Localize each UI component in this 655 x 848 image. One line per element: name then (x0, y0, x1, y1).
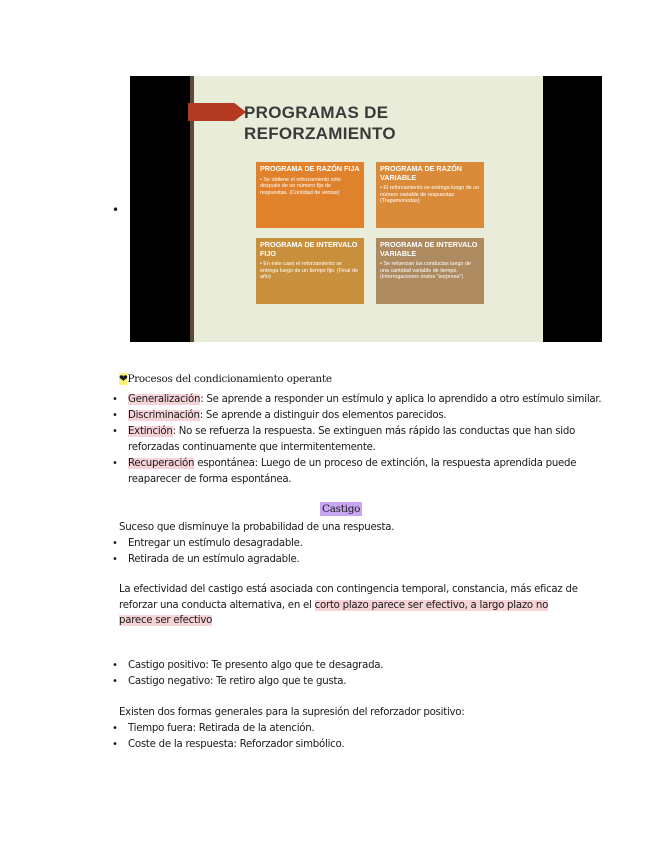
castigo-intro: Suceso que disminuye la probabilidad de una respuesta. (119, 522, 395, 533)
list-item (128, 457, 576, 471)
bullet: • (112, 723, 118, 734)
term: Extinción (128, 426, 173, 437)
bullet: • (112, 203, 120, 217)
bullet: • (112, 394, 118, 405)
list-item (128, 393, 601, 407)
paragraph-line (119, 599, 548, 613)
item-text: reforzadas continuamente que intermitentemente. (128, 442, 376, 453)
paragraph-text: reforzar una conducta alternativa, en el (119, 600, 315, 611)
paragraph-line: La efectividad del castigo está asociada con contingencia temporal, constancia, más eficaz de (119, 584, 578, 595)
heading-text: Procesos del condicionamiento operante (127, 373, 332, 385)
list-item: Retirada de un estímulo agradable. (128, 554, 300, 565)
box-title: PROGRAMA DE RAZÓN FIJA (260, 164, 360, 173)
list-item (128, 409, 446, 423)
item-text: : Se aprende a responder un estímulo y aplica lo aprendido a otro estímulo similar. (200, 394, 602, 405)
bullet: • (112, 426, 118, 437)
slide-box-intervalo-variable (376, 238, 484, 304)
bullet: • (112, 538, 118, 549)
list-item: Castigo positivo: Te presento algo que te desagrada. (128, 660, 384, 671)
list-item: Entregar un estímulo desagradable. (128, 538, 303, 549)
box-title: PROGRAMA DE INTERVALO FIJO (260, 240, 358, 258)
box-body: • En este caso el reforzamiento se entrega luego de un tiempo fijo. (Final de año) (260, 261, 358, 281)
list-item (128, 425, 575, 439)
slide-box-intervalo-fijo (256, 238, 364, 304)
section-heading-procesos (119, 372, 332, 386)
box-title: PROGRAMA DE INTERVALO VARIABLE (380, 240, 478, 258)
list-item-continued (128, 441, 376, 455)
list-item: Coste de la respuesta: Reforzador simbólico. (128, 739, 345, 750)
item-text: espontánea: Luego de un proceso de extinción, la respuesta aprendida puede (194, 458, 577, 469)
slide-image (130, 76, 602, 342)
supresion-intro: Existen dos formas generales para la supresión del reforzador positivo: (119, 707, 465, 718)
paragraph-line (119, 614, 212, 628)
box-body: • El reforzamiento se entrega luego de un número variable de respuestas (Tragamonedas) (380, 185, 480, 205)
list-item-continued (128, 473, 291, 487)
box-body: • Se refuerzan las conductas luego de una cantidad variable de tiempo. (Interrogaciones orales "sorpresa") (380, 261, 471, 281)
slide-box-razon-fija (256, 162, 364, 228)
term: Discriminación (128, 410, 200, 421)
slide-title-line2: REFORZAMIENTO (244, 124, 396, 143)
bullet: • (112, 458, 118, 469)
slide-title-line1: PROGRAMAS DE (244, 103, 389, 122)
item-text: : No se refuerza la respuesta. Se extinguen más rápido las conductas que han sido (172, 426, 576, 437)
list-item: Tiempo fuera: Retirada de la atención. (128, 723, 315, 734)
highlighted-text: corto plazo parece ser efectivo, a largo plazo no (314, 600, 549, 611)
bullet: • (112, 739, 118, 750)
slide-title (244, 102, 534, 144)
heart-icon: ❤ (119, 373, 128, 385)
slide-content (190, 76, 543, 342)
list-item: Castigo negativo: Te retiro algo que te gusta. (128, 676, 347, 687)
slide-box-razon-variable (376, 162, 484, 228)
bullet: • (112, 676, 118, 687)
bullet: • (112, 660, 118, 671)
bullet: • (112, 410, 118, 421)
box-body: • Se obtiene el reforzamiento sólo después de un número fijo de respuestas. (Contidad de ventas) (260, 176, 341, 196)
box-title: PROGRAMA DE RAZÓN VARIABLE (380, 164, 462, 182)
heading-text: Castigo (322, 503, 361, 515)
highlighted-text: parece ser efectivo (119, 615, 213, 626)
bullet: • (112, 554, 118, 565)
term: Generalización (128, 394, 201, 405)
term: Recuperación (128, 458, 195, 469)
section-heading-castigo (320, 502, 362, 516)
arrow-shape (188, 103, 246, 121)
item-text: : Se aprende a distinguir dos elementos parecidos. (199, 410, 447, 421)
item-text: reaparecer de forma espontánea. (128, 474, 292, 485)
